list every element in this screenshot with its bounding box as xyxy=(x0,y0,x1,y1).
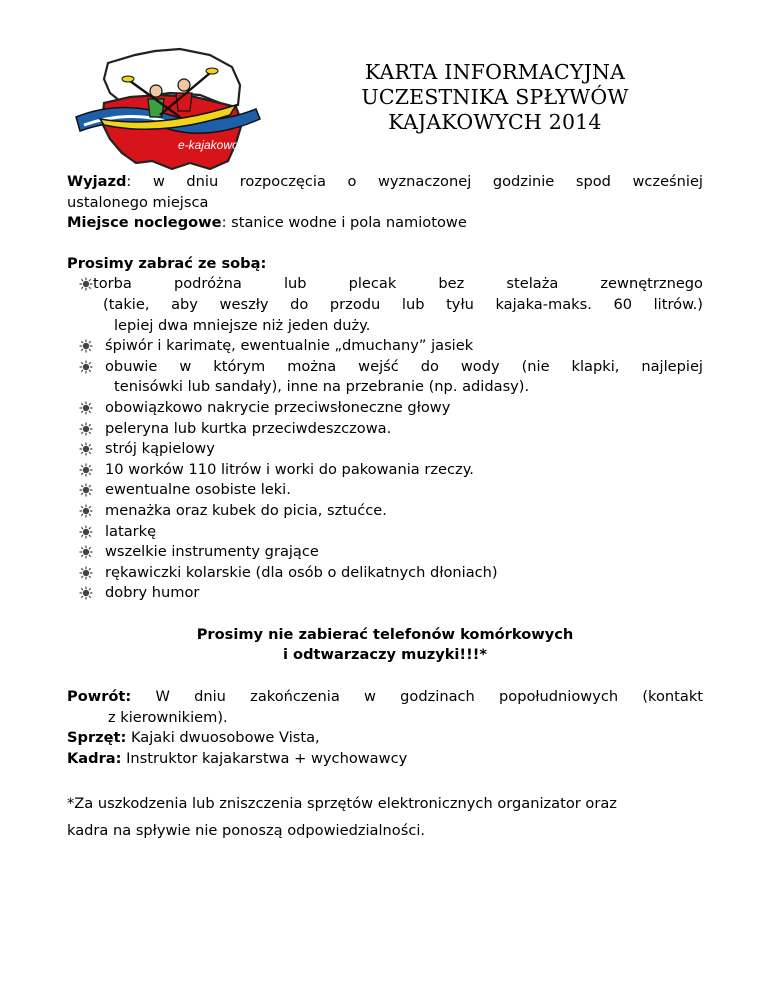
lodging-label: Miejsce noclegowe xyxy=(67,214,222,232)
item3-line2: tenisówki lub sandały), inne na przebranie (np. adidasy). xyxy=(114,378,530,396)
list-item-text: menażka oraz kubek do picia, sztućce. xyxy=(105,501,387,519)
list-item xyxy=(67,522,703,543)
departure-text-1: : w dniu rozpoczęcia o wyznaczonej godzinie spod wcześniej xyxy=(126,173,703,190)
sun-bullet-icon xyxy=(79,483,93,497)
title-line-2: UCZESTNIKA SPŁYWÓW xyxy=(361,85,629,109)
list-item xyxy=(67,274,703,336)
sun-bullet-icon xyxy=(79,442,93,456)
packing-heading-text: Prosimy zabrać ze sobą: xyxy=(67,254,267,272)
list-item-text: ewentualne osobiste leki. xyxy=(105,481,291,499)
notice-line-2: i odtwarzaczy muzyki!!!* xyxy=(282,646,488,664)
departure-label: Wyjazd xyxy=(67,173,127,190)
footnote-line-1: *Za uszkodzenia lub zniszczenia sprzętów elektronicznych organizator oraz xyxy=(67,795,617,813)
return-text-1: W dniu zakończenia w godzinach popołudniowych (kontakt xyxy=(131,688,703,706)
list-item-text: latarkę xyxy=(105,522,157,540)
lodging-line xyxy=(67,213,703,234)
staff-line xyxy=(67,749,703,770)
list-item xyxy=(67,542,703,563)
item1-line1: torba podróżna lub plecak bez stelaża zewnętrznego xyxy=(93,275,703,293)
return-label: Powrót: xyxy=(67,688,132,706)
list-item-text: strój kąpielowy xyxy=(105,440,215,458)
sun-bullet-icon xyxy=(79,504,93,518)
lodging-text: : stanice wodne i pola namiotowe xyxy=(221,214,467,232)
list-item xyxy=(67,583,703,604)
list-item xyxy=(67,336,703,357)
sun-bullet-icon xyxy=(79,360,93,374)
list-item xyxy=(67,501,703,522)
footnote-line-2: kadra na spływie nie ponoszą odpowiedzialności. xyxy=(67,822,426,840)
packing-list xyxy=(67,274,703,604)
equipment-label: Sprzęt: xyxy=(67,729,127,747)
departure-line-1 xyxy=(67,172,703,193)
item3-line1: obuwie w którym można wejść do wody (nie klapki, najlepiej xyxy=(105,357,703,375)
list-item xyxy=(67,419,703,440)
list-item xyxy=(67,439,703,460)
list-item-text: rękawiczki kolarskie (dla osób o delikatnych dłoniach) xyxy=(105,563,498,581)
item1-line3: lepiej dwa mniejsze niż jeden duży. xyxy=(114,316,371,334)
list-item xyxy=(67,480,703,501)
sun-bullet-icon xyxy=(79,277,93,291)
equipment-text: Kajaki dwuosobowe Vista, xyxy=(126,729,320,747)
kayak-logo xyxy=(60,45,265,175)
return-text-2: z kierownikiem). xyxy=(108,708,228,726)
sun-bullet-icon xyxy=(79,566,93,580)
list-item xyxy=(67,398,703,419)
sun-bullet-icon xyxy=(79,401,93,415)
sun-bullet-icon xyxy=(79,545,93,559)
equipment-line xyxy=(67,728,703,749)
list-item-text: wszelkie instrumenty grające xyxy=(105,543,319,561)
sun-bullet-icon xyxy=(79,586,93,600)
staff-label: Kadra: xyxy=(67,749,122,767)
staff-text: Instruktor kajakarstwa + wychowawcy xyxy=(121,749,408,767)
sun-bullet-icon xyxy=(79,422,93,436)
sun-bullet-icon xyxy=(79,339,93,353)
departure-text-2: ustalonego miejsca xyxy=(67,193,209,211)
notice-line-1: Prosimy nie zabierać telefonów komórkowych xyxy=(196,625,574,643)
item2-text: śpiwór i karimatę, ewentualnie „dmuchany” jasiek xyxy=(105,337,474,355)
list-item xyxy=(67,357,703,398)
list-item-text: 10 worków 110 litrów i worki do pakowania rzeczy. xyxy=(105,460,474,478)
document-title xyxy=(300,60,690,135)
list-item xyxy=(67,460,703,481)
document-body xyxy=(67,172,703,844)
packing-heading xyxy=(67,254,703,275)
list-item-text: dobry humor xyxy=(105,584,200,602)
return-line-1 xyxy=(67,687,703,708)
item1-line2: (takie, aby weszły do przodu lub tyłu kajaka-maks. 60 litrów.) xyxy=(103,295,703,313)
title-line-3: KAJAKOWYCH 2014 xyxy=(388,110,602,134)
title-line-1: KARTA INFORMACYJNA xyxy=(364,60,626,84)
list-item xyxy=(67,563,703,584)
list-item-text: obowiązkowo nakrycie przeciwsłoneczne głowy xyxy=(105,398,451,416)
list-item-text: peleryna lub kurtka przeciwdeszczowa. xyxy=(105,419,392,437)
sun-bullet-icon xyxy=(79,525,93,539)
sun-bullet-icon xyxy=(79,463,93,477)
logo-caption: e-kajakowo xyxy=(178,138,239,152)
